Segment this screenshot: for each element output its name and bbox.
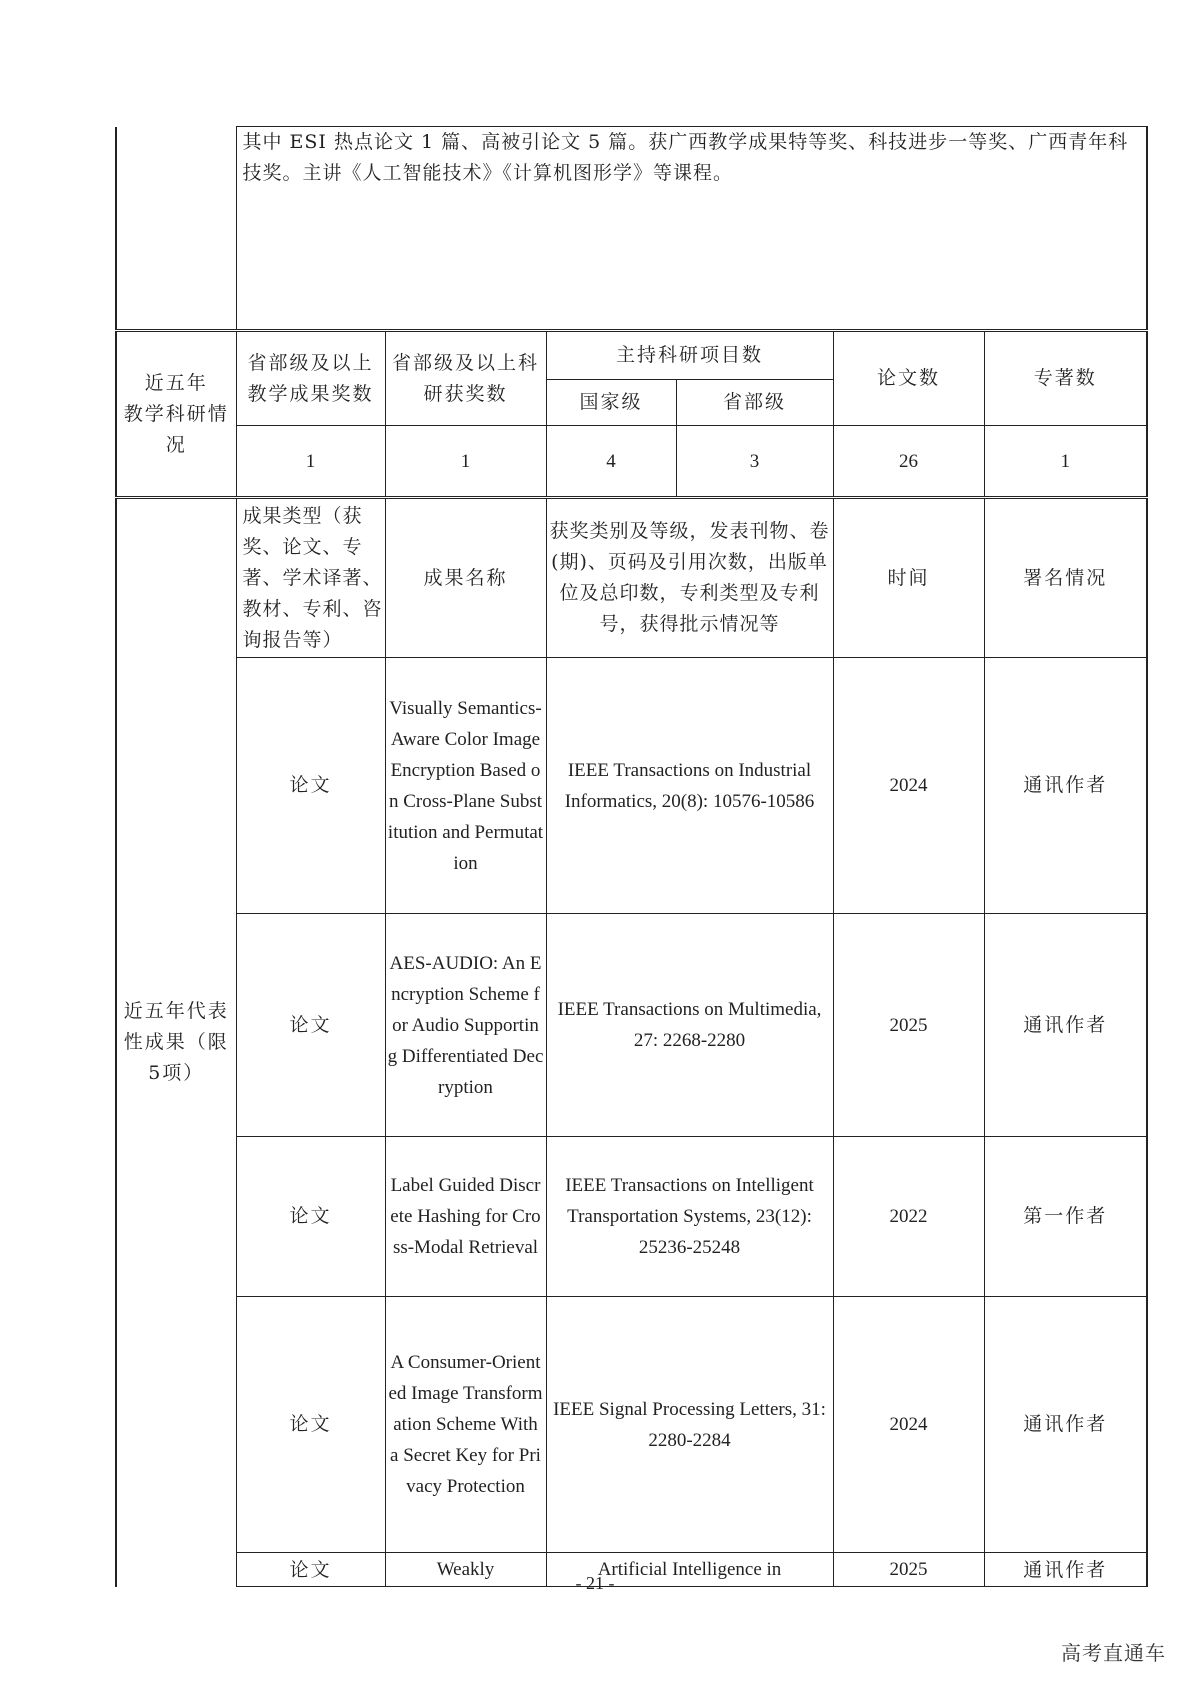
achievement-time: 2024 [833,658,984,914]
achievements-header-row [116,498,1147,658]
table-row [116,658,1147,914]
achievement-name: Label Guided Discrete Hashing for Cross-Modal Retrieval [385,1137,546,1297]
achievement-type: 论文 [236,914,385,1137]
watermark: 高考直通车 [1061,1641,1166,1665]
achievements-label: 近五年代表性成果（限5项） [116,498,236,1587]
achievement-time: 2025 [833,914,984,1137]
achievement-type: 论文 [236,1553,385,1587]
achievement-type: 论文 [236,658,385,914]
table-row [116,1137,1147,1297]
achievement-authorship: 通讯作者 [984,1297,1147,1553]
achievement-time: 2025 [833,1553,984,1587]
papers-value: 26 [833,426,984,498]
details-header: 获奖类别及等级，发表刊物、卷(期)、页码及引用次数，出版单位及总印数，专利类型及专利号，获得批示情况等 [546,498,833,658]
national-value: 4 [546,426,676,498]
achievement-name: Weakly [385,1553,546,1587]
teaching-awards-value: 1 [236,426,385,498]
time-header: 时间 [833,498,984,658]
achievement-authorship: 通讯作者 [984,658,1147,914]
type-header: 成果类型（获奖、论文、专著、学术译著、教材、专利、咨询报告等） [236,498,385,658]
research-awards-value: 1 [385,426,546,498]
achievement-authorship: 通讯作者 [984,914,1147,1137]
achievement-type: 论文 [236,1137,385,1297]
achievement-details: IEEE Transactions on Intelligent Transportation Systems, 23(12): 25236-25248 [546,1137,833,1297]
provincial-value: 3 [676,426,833,498]
intro-row [116,127,1147,331]
teaching-awards-header: 省部级及以上教学成果奖数 [236,331,385,426]
research-summary-label: 近五年 教学科研情况 [116,331,236,498]
achievement-details: Artificial Intelligence in [546,1553,833,1587]
page-number: - 21 - [575,1573,615,1593]
achievement-details: IEEE Transactions on Industrial Informatics, 20(8): 10576-10586 [546,658,833,914]
achievement-name: Visually Semantics-Aware Color Image Encryption Based on Cross-Plane Substitution and Permutation [385,658,546,914]
provincial-header: 省部级 [676,380,833,426]
intro-label-cell [116,127,236,331]
achievement-name: AES-AUDIO: An Encryption Scheme for Audio Supporting Differentiated Decryption [385,914,546,1137]
form-table [115,126,1148,1587]
achievement-details: IEEE Signal Processing Letters, 31: 2280-2284 [546,1297,833,1553]
monographs-header: 专著数 [984,331,1147,426]
projects-group-header: 主持科研项目数 [546,331,833,380]
name-header: 成果名称 [385,498,546,658]
table-row [116,1297,1147,1553]
achievement-type: 论文 [236,1297,385,1553]
achievement-time: 2024 [833,1297,984,1553]
intro-text: 其中 ESI 热点论文 1 篇、高被引论文 5 篇。获广西教学成果特等奖、科技进步一等奖、广西青年科技奖。主讲《人工智能技术》《计算机图形学》等课程。 [236,127,1147,331]
monographs-value: 1 [984,426,1147,498]
achievement-time: 2022 [833,1137,984,1297]
achievement-authorship: 通讯作者 [984,1553,1147,1587]
authorship-header: 署名情况 [984,498,1147,658]
achievement-name: A Consumer-Oriented Image Transformation Scheme With a Secret Key for Privacy Protection [385,1297,546,1553]
research-values-row [116,426,1147,498]
achievement-details: IEEE Transactions on Multimedia, 27: 2268-2280 [546,914,833,1137]
papers-header: 论文数 [833,331,984,426]
research-header-row [116,331,1147,380]
research-awards-header: 省部级及以上科研获奖数 [385,331,546,426]
national-header: 国家级 [546,380,676,426]
achievement-authorship: 第一作者 [984,1137,1147,1297]
table-row [116,914,1147,1137]
